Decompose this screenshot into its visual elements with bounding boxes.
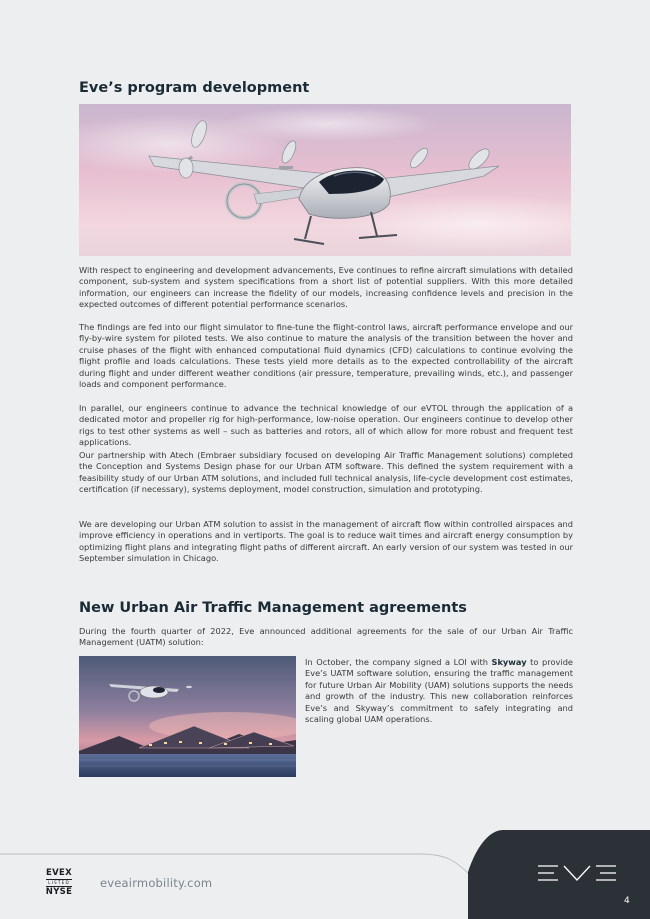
uatm-intro: During the fourth quarter of 2022, Eve announced additional agreements for the sale of our Urban Air Traffic Management (UATM) solution: <box>79 626 573 648</box>
listed-label: LISTED <box>46 879 72 887</box>
paragraph-5: We are developing our Urban ATM solution to assist in the management of aircraft flow within controlled airspaces and improve efficiency in operations and in vertiports. The goal is to reduce wait times and aircraft energy consumption by optimizing flight plans and integrating flight paths of different aircraft. An early version of our system was tested in our September simulation in Chicago. <box>79 519 573 564</box>
skyway-text-end: to provide Eve’s UATM software solution, ensuring the traffic management for future Urban Air Mobility (UAM) solutions supports the needs and growth of the industry. This new collaboration reinforces Eve’s and Skyway’s commitment to safely integrating and scaling global UAM operations. <box>305 657 574 725</box>
exchange-name: NYSE <box>45 887 73 897</box>
evtol-aircraft-image <box>79 104 571 256</box>
website-link[interactable]: eveairmobility.com <box>100 876 213 890</box>
skyway-name: Skyway <box>491 657 527 667</box>
page-number: 4 <box>624 896 630 906</box>
vertiport-image <box>79 656 296 777</box>
section-title-uatm-agreements: New Urban Air Traffic Management agreements <box>79 600 467 616</box>
skyway-text-start: In October, the company signed a LOI with <box>305 657 492 667</box>
skyway-agreement-text <box>305 657 573 725</box>
ticker-symbol: EVEX <box>46 868 72 878</box>
section-title-program-development: Eve’s program development <box>79 80 310 96</box>
paragraph-1: With respect to engineering and development advancements, Eve continues to refine aircraft simulations with detailed component, sub-system and system specifications from a short list of potential suppliers. With this more detailed information, our engineers can increase the fidelity of our models, increasing confidence levels and precision in the expected outcomes of different potential performance scenarios. <box>79 265 573 310</box>
paragraph-3: In parallel, our engineers continue to advance the technical knowledge of our eVTOL through the application of a dedicated motor and propeller rig for high-performance, low-noise operation. Our engineers continue to develop other rigs to test other systems as well – such as batteries and rotors, all of which allow for more robust and frequent test applications. <box>79 403 573 448</box>
eve-logo <box>536 864 618 882</box>
paragraph-4: Our partnership with Atech (Embraer subsidiary focused on developing Air Traffic Management solutions) completed the Conception and Systems Design phase for our Urban ATM software. This defined the system requirement with a feasibility study of our Urban ATM solutions, and included full technical analysis, life-cycle development cost estimates, certification (if necessary), systems deployment, model construction, simulation and prototyping. <box>79 450 573 495</box>
nyse-listing-badge <box>44 869 74 897</box>
paragraph-2: The findings are fed into our flight simulator to fine-tune the flight-control laws, aircraft performance envelope and our fly-by-wire system for piloted tests. We also continue to mature the analysis of the transition between the hover and cruise phases of the flight with enhanced computational fluid dynamics (CFD) calculations to continue evolving the flight profile and loads calculations. These tests yield more details as to the expected controllability of the aircraft during flight and under different weather conditions (air pressure, temperature, prevailing winds, etc.), and passenger loads and component performance. <box>79 322 573 390</box>
